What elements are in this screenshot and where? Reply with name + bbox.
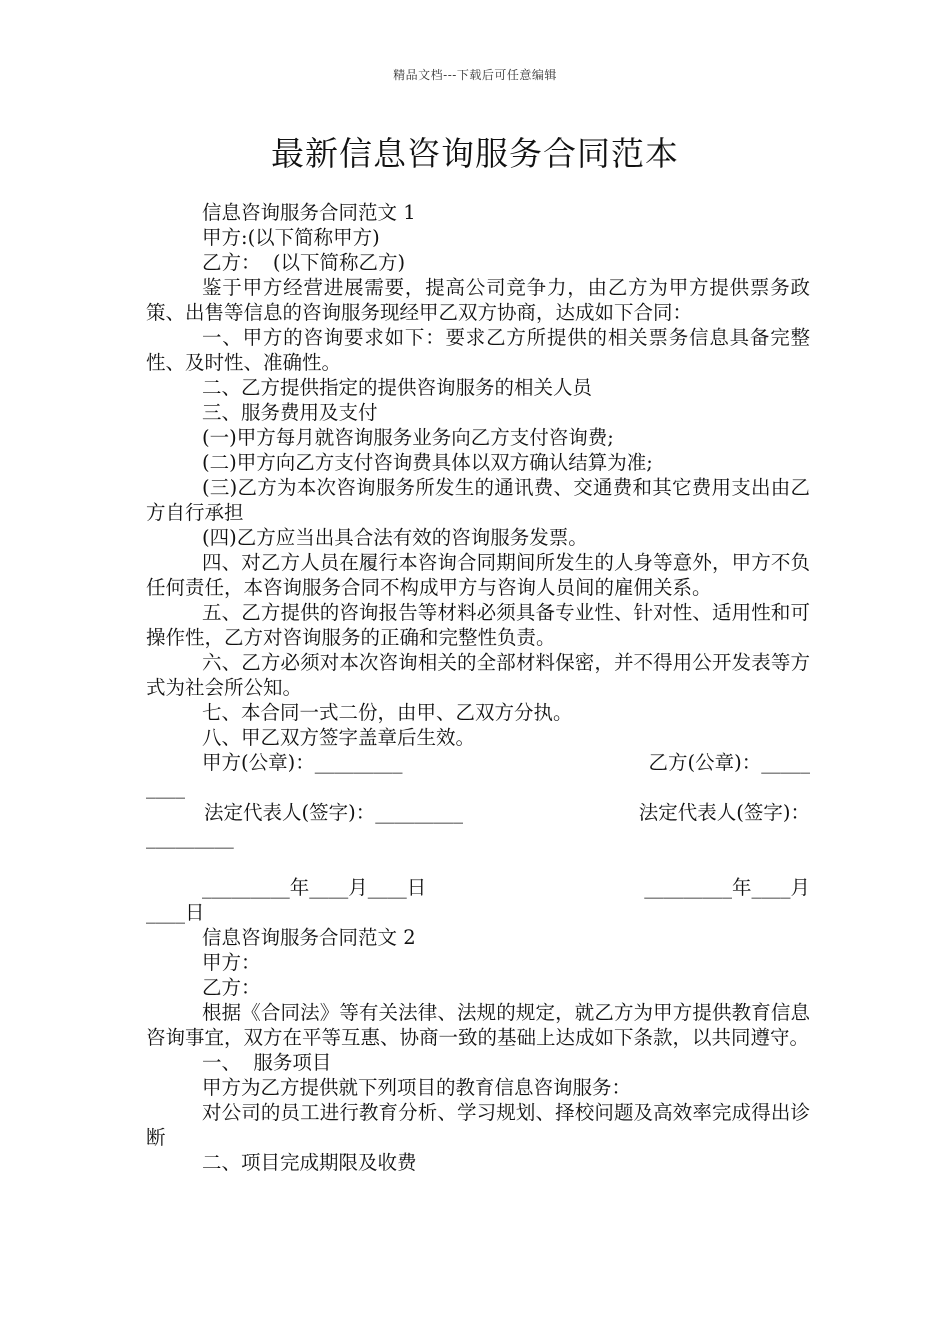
- representative-signature-row: [146, 800, 810, 825]
- section2-party-b: 乙方：: [202, 976, 261, 999]
- clause-8: 八、甲乙双方签字盖章后生效。: [202, 726, 476, 749]
- document-title: 最新信息咨询服务合同范本: [271, 134, 679, 173]
- section1-intro: 鉴于甲方经营进展需要，提高公司竞争力，由乙方为甲方提供票务政策、出售等信息的咨询服务现经甲乙双方协商，达成如下合同：: [146, 276, 810, 324]
- section1-party-b: 乙方： (以下简称乙方): [202, 251, 406, 274]
- spacer: [146, 850, 810, 875]
- section2-item-1-desc: 甲方为乙方提供就下列项目的教育信息咨询服务：: [202, 1076, 632, 1099]
- party-b-seal-line: 乙方(公章)：_____: [648, 751, 810, 774]
- clause-3-3: (三)乙方为本次咨询服务所发生的通讯费、交通费和其它费用支出由乙方自行承担: [146, 476, 810, 524]
- document-body: [146, 200, 810, 1175]
- section1-party-a: 甲方:(以下简称甲方): [202, 226, 380, 249]
- party-b-date-line: _________年____月: [644, 876, 810, 899]
- date-row: [146, 875, 810, 900]
- clause-3-4: (四)乙方应当出具合法有效的咨询服务发票。: [202, 526, 588, 549]
- seal-signature-row: [146, 750, 810, 775]
- section1-heading: 信息咨询服务合同范文 1: [202, 201, 416, 224]
- clause-3-1: (一)甲方每月就咨询服务业务向乙方支付咨询费;: [202, 426, 614, 449]
- clause-7: 七、本合同一式二份，由甲、乙双方分执。: [202, 701, 573, 724]
- party-b-representative-line-cont: _________: [146, 826, 234, 849]
- party-b-date-line-cont: ____日: [146, 901, 205, 924]
- section2-item-2: 二、项目完成期限及收费: [202, 1151, 417, 1174]
- clause-3-2: (二)甲方向乙方支付咨询费具体以双方确认结算为准;: [202, 451, 653, 474]
- clause-1: 一、甲方的咨询要求如下：要求乙方所提供的相关票务信息具备完整性、及时性、准确性。: [146, 326, 810, 374]
- clause-6: 六、乙方必须对本次咨询相关的全部材料保密，并不得用公开发表等方式为社会所公知。: [146, 651, 810, 699]
- party-a-date-line: _________年____月____日: [202, 876, 427, 899]
- party-a-seal-line: 甲方(公章)：_________: [202, 751, 403, 774]
- clause-2: 二、乙方提供指定的提供咨询服务的相关人员: [202, 376, 593, 399]
- section2-intro: 根据《合同法》等有关法律、法规的规定，就乙方为甲方提供教育信息咨询事宜，双方在平等互惠、协商一致的基础上达成如下条款，以共同遵守。: [146, 1001, 810, 1049]
- party-a-representative-line: 法定代表人(签字)：_________: [204, 801, 463, 824]
- section2-item-1-detail: 对公司的员工进行教育分析、学习规划、择校问题及高效率完成得出诊断: [146, 1101, 810, 1149]
- clause-5: 五、乙方提供的咨询报告等材料必须具备专业性、针对性、适用性和可操作性，乙方对咨询服务的正确和完整性负责。: [146, 601, 810, 649]
- party-b-seal-line-cont: ____: [146, 776, 185, 799]
- party-b-representative-line: 法定代表人(签字)：: [638, 801, 810, 824]
- clause-3: 三、服务费用及支付: [202, 401, 378, 424]
- header-note: 精品文档---下载后可任意编辑: [393, 68, 557, 82]
- clause-4: 四、对乙方人员在履行本咨询合同期间所发生的人身等意外，甲方不负任何责任，本咨询服务合同不构成甲方与咨询人员间的雇佣关系。: [146, 551, 810, 599]
- section2-item-1: 一、 服务项目: [202, 1051, 332, 1074]
- section2-party-a: 甲方：: [202, 951, 261, 974]
- section2-heading: 信息咨询服务合同范文 2: [202, 926, 416, 949]
